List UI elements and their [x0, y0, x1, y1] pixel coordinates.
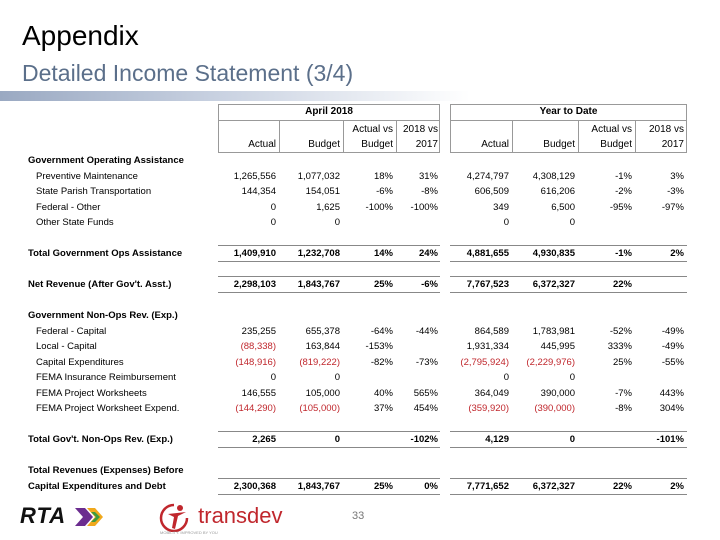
cell-value: 24% — [418, 248, 438, 259]
cell-value: 4,308,129 — [532, 170, 575, 182]
cell-value: 7,771,652 — [466, 480, 509, 492]
cell-value: -7% — [615, 387, 632, 399]
total-rule — [218, 261, 440, 262]
total-rule — [218, 494, 440, 495]
transdev-figure-icon — [158, 502, 192, 532]
header-divider — [450, 120, 687, 121]
cell-value: 443% — [659, 387, 684, 399]
row-label: Preventive Maintenance — [36, 170, 138, 182]
table-row — [0, 463, 720, 478]
cell-value: -6% — [376, 186, 393, 197]
row-label: Capital Expenditures and Debt — [28, 480, 166, 492]
row-label: FEMA Project Worksheets — [36, 387, 147, 399]
cell-value: (105,000) — [299, 403, 340, 414]
cell-value: 154,051 — [305, 186, 340, 197]
cell-value: -73% — [415, 356, 438, 368]
column-header: Budget — [600, 139, 632, 150]
row-label: Federal - Other — [36, 201, 101, 213]
cell-value: 1,625 — [316, 201, 340, 213]
total-rule — [450, 261, 687, 262]
total-rule — [450, 292, 687, 293]
slide-title: Appendix — [22, 20, 139, 51]
slide-subtitle: Detailed Income Statement (3/4) — [22, 60, 354, 86]
row-label: Total Revenues (Expenses) Before — [28, 465, 184, 476]
cell-value: 1,931,334 — [466, 341, 509, 352]
cell-value: 390,000 — [540, 387, 575, 399]
table-row — [0, 200, 720, 215]
cell-value: 40% — [373, 387, 393, 399]
row-label: Government Non-Ops Rev. (Exp.) — [28, 310, 178, 321]
transdev-tagline: MOBILITY. IMPROVED BY YOU — [160, 530, 218, 535]
cell-value: 25% — [373, 480, 393, 492]
cell-value: 655,378 — [305, 325, 340, 337]
cell-value: 0 — [503, 372, 509, 383]
cell-value: 0 — [334, 434, 340, 445]
table-row — [0, 355, 720, 370]
row-label: State Parish Transportation — [36, 186, 152, 197]
cell-value: 1,783,981 — [532, 325, 575, 337]
cell-value: 0 — [270, 372, 276, 383]
table-row — [0, 277, 720, 292]
total-rule — [218, 478, 440, 479]
cell-value: 2% — [670, 480, 684, 492]
cell-value: -100% — [365, 201, 393, 213]
cell-value: 6,372,327 — [532, 480, 575, 492]
cell-value: 0 — [334, 217, 340, 228]
transdev-logo-text: transdev — [198, 502, 283, 528]
row-label: Federal - Capital — [36, 325, 107, 337]
cell-value: 864,589 — [474, 325, 509, 337]
cell-value: 105,000 — [305, 387, 340, 399]
cell-value: 146,555 — [241, 387, 276, 399]
table-row — [0, 169, 720, 184]
cell-value: 616,206 — [540, 186, 575, 197]
cell-value: 7,767,523 — [466, 279, 509, 290]
total-rule — [218, 431, 440, 432]
cell-value: 3% — [670, 170, 684, 182]
cell-value: 163,844 — [305, 341, 340, 352]
cell-value: -52% — [609, 325, 632, 337]
table-row — [0, 324, 720, 339]
cell-value: (2,795,924) — [460, 356, 509, 368]
cell-value: (144,290) — [235, 403, 276, 414]
cell-value: 144,354 — [241, 186, 276, 197]
table-row — [0, 401, 720, 416]
row-label: Total Gov't. Non-Ops Rev. (Exp.) — [28, 434, 173, 445]
cell-value: -55% — [661, 356, 684, 368]
cell-value: -3% — [667, 186, 684, 197]
cell-value: (359,920) — [468, 403, 509, 414]
table-row — [0, 246, 720, 261]
cell-value: -97% — [661, 201, 684, 213]
cell-value: 0 — [270, 217, 276, 228]
column-header: Actual vs — [591, 124, 632, 135]
section-title: April 2018 — [305, 106, 353, 117]
column-header: Budget — [543, 139, 575, 150]
cell-value: 333% — [607, 341, 632, 352]
cell-value: 565% — [413, 387, 438, 399]
cell-value: 4,881,655 — [466, 248, 509, 259]
cell-value: -1% — [615, 248, 632, 259]
cell-value: -82% — [370, 356, 393, 368]
cell-value: -6% — [421, 279, 438, 290]
rta-chevron-icon — [73, 506, 107, 528]
cell-value: -1% — [615, 170, 632, 182]
cell-value: (390,000) — [534, 403, 575, 414]
column-header: Actual vs — [352, 124, 393, 135]
column-divider — [512, 120, 513, 153]
row-label: Net Revenue (After Gov't. Asst.) — [28, 279, 172, 290]
cell-value: 0 — [569, 434, 575, 445]
total-rule — [218, 245, 440, 246]
total-rule — [450, 494, 687, 495]
cell-value: (148,916) — [235, 356, 276, 368]
cell-value: -2% — [615, 186, 632, 197]
cell-value: -44% — [415, 325, 438, 337]
table-row — [0, 339, 720, 354]
cell-value: 25% — [612, 356, 632, 368]
cell-value: (819,222) — [299, 356, 340, 368]
cell-value: 31% — [418, 170, 438, 182]
cell-value: 2,300,368 — [233, 480, 276, 492]
rta-logo — [20, 503, 107, 529]
cell-value: -102% — [410, 434, 438, 445]
cell-value: 14% — [373, 248, 393, 259]
row-label: Local - Capital — [36, 341, 97, 352]
row-label: Other State Funds — [36, 217, 114, 228]
total-rule — [450, 478, 687, 479]
cell-value: (2,229,976) — [526, 356, 575, 368]
table-row — [0, 432, 720, 447]
cell-value: 1,843,767 — [297, 279, 340, 290]
cell-value: 1,265,556 — [233, 170, 276, 182]
column-header: Actual — [481, 139, 509, 150]
table-row — [0, 370, 720, 385]
cell-value: -95% — [609, 201, 632, 213]
cell-value: 0% — [424, 480, 438, 492]
cell-value: 4,274,797 — [466, 170, 509, 182]
total-rule — [450, 447, 687, 448]
cell-value: 22% — [612, 480, 632, 492]
cell-value: 6,372,327 — [532, 279, 575, 290]
header-divider — [218, 120, 440, 121]
table-row — [0, 386, 720, 401]
total-rule — [218, 447, 440, 448]
cell-value: -64% — [370, 325, 393, 337]
cell-value: 445,995 — [540, 341, 575, 352]
cell-value: 1,077,032 — [297, 170, 340, 182]
cell-value: 0 — [334, 372, 340, 383]
total-rule — [218, 276, 440, 277]
cell-value: 1,843,767 — [297, 480, 340, 492]
cell-value: 1,409,910 — [233, 248, 276, 259]
cell-value: 606,509 — [474, 186, 509, 197]
cell-value: 304% — [659, 403, 684, 414]
cell-value: 18% — [373, 170, 393, 182]
cell-value: 22% — [612, 279, 632, 290]
total-rule — [450, 276, 687, 277]
table-row — [0, 215, 720, 230]
column-header: 2017 — [661, 139, 684, 150]
cell-value: 1,232,708 — [297, 248, 340, 259]
cell-value: -100% — [410, 201, 438, 213]
cell-value: -8% — [421, 186, 438, 197]
cell-value: -49% — [661, 325, 684, 337]
cell-value: 364,049 — [474, 387, 509, 399]
cell-value: 454% — [413, 403, 438, 414]
cell-value: 0 — [270, 201, 276, 213]
cell-value: (88,338) — [240, 341, 276, 352]
row-label: FEMA Insurance Reimbursement — [36, 372, 176, 383]
rta-logo-text: RTA — [20, 503, 66, 528]
cell-value: 25% — [373, 279, 393, 290]
section-title: Year to Date — [539, 106, 598, 117]
cell-value: 0 — [503, 217, 509, 228]
total-rule — [450, 245, 687, 246]
cell-value: 2,298,103 — [233, 279, 276, 290]
cell-value: 2,265 — [252, 434, 276, 445]
row-label: Capital Expenditures — [36, 356, 124, 368]
cell-value: -101% — [656, 434, 684, 445]
page-number: 33 — [352, 510, 365, 522]
row-label: Total Government Ops Assistance — [28, 248, 183, 259]
transdev-logo — [158, 502, 283, 532]
cell-value: 0 — [569, 372, 575, 383]
cell-value: 37% — [373, 403, 393, 414]
title-gradient-bar — [0, 91, 470, 101]
column-header: Budget — [361, 139, 393, 150]
table-row — [0, 308, 720, 323]
column-header: Budget — [308, 139, 340, 150]
column-header: Actual — [248, 139, 276, 150]
column-header: 2018 vs — [648, 124, 684, 135]
table-row — [0, 479, 720, 494]
row-label: Government Operating Assistance — [28, 155, 184, 166]
cell-value: 0 — [569, 217, 575, 228]
table-row — [0, 184, 720, 199]
cell-value: -153% — [365, 341, 393, 352]
total-rule — [218, 292, 440, 293]
cell-value: 2% — [670, 248, 684, 259]
column-header: 2018 vs — [402, 124, 438, 135]
cell-value: 4,129 — [485, 434, 509, 445]
row-label: FEMA Project Worksheet Expend. — [36, 403, 180, 414]
cell-value: -8% — [615, 403, 632, 414]
cell-value: 235,255 — [241, 325, 276, 337]
cell-value: 6,500 — [551, 201, 575, 213]
column-header: 2017 — [415, 139, 438, 150]
total-rule — [450, 431, 687, 432]
cell-value: 349 — [493, 201, 509, 213]
table-row — [0, 153, 720, 168]
cell-value: 4,930,835 — [532, 248, 575, 259]
cell-value: -49% — [661, 341, 684, 352]
